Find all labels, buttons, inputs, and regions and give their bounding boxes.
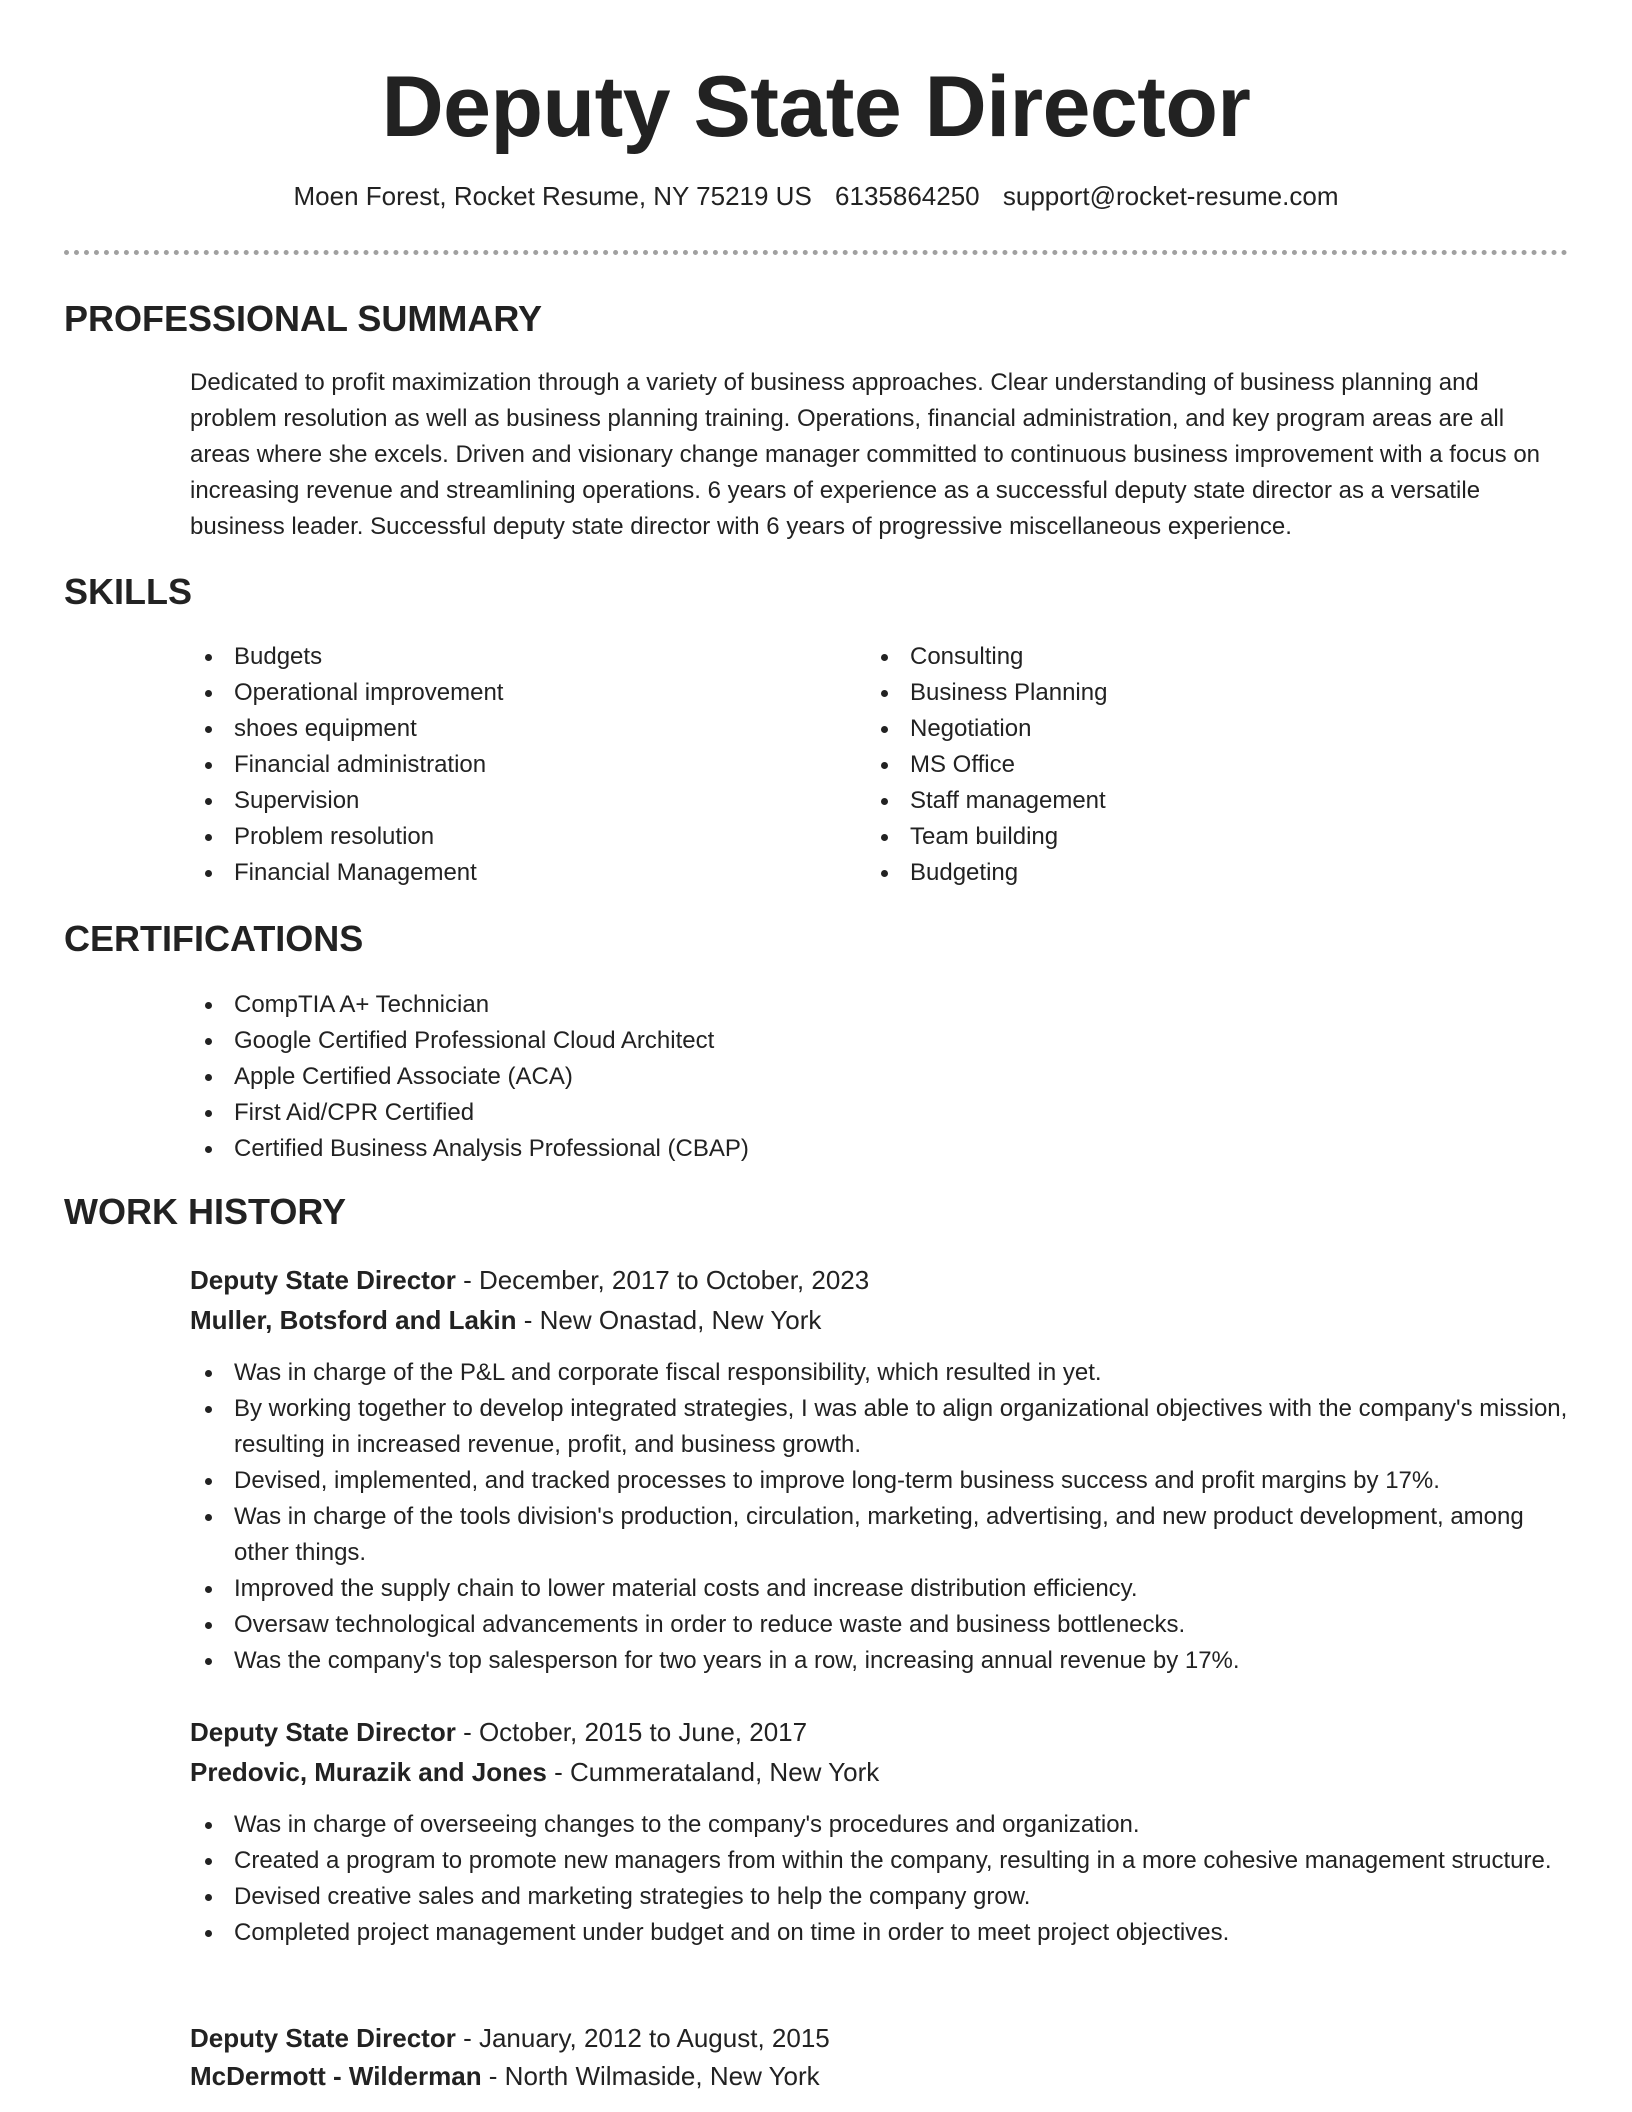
contact-phone: 6135864250 <box>835 181 980 211</box>
skills-heading: SKILLS <box>64 571 193 612</box>
job-bullet: Completed project management under budget and on time in order to meet project objectives. <box>190 1915 1570 1951</box>
job-role: Deputy State Director <box>190 1717 456 1747</box>
job-bullets <box>190 1355 1570 1679</box>
job-company: Predovic, Murazik and Jones <box>190 1757 547 1787</box>
job-bullet: Devised, implemented, and tracked processes to improve long-term business success and profit margins by 17%. <box>190 1463 1570 1499</box>
job-company: McDermott - Wilderman <box>190 2061 482 2091</box>
job-location: - North Wilmaside, New York <box>481 2061 820 2091</box>
job-bullet: Oversaw technological advancements in order to reduce waste and business bottlenecks. <box>190 1607 1570 1643</box>
job-bullet: Was in charge of overseeing changes to the company's procedures and organization. <box>190 1807 1570 1843</box>
job-location: - Cummerataland, New York <box>546 1757 880 1787</box>
job-company-line <box>190 1302 821 1338</box>
job-title-line <box>190 1714 807 1750</box>
job-bullet: Improved the supply chain to lower material costs and increase distribution efficiency. <box>190 1571 1570 1607</box>
header-divider <box>64 250 1568 255</box>
certifications-heading: CERTIFICATIONS <box>64 918 364 959</box>
skills-list-left <box>190 639 830 891</box>
work-history-heading: WORK HISTORY <box>64 1191 347 1232</box>
skill-item: Team building <box>866 819 1506 855</box>
certification-item: Certified Business Analysis Professional (CBAP) <box>190 1131 1390 1167</box>
candidate-name: Deputy State Director <box>381 59 1251 155</box>
skill-item: Financial administration <box>190 747 830 783</box>
job-company: Muller, Botsford and Lakin <box>190 1305 517 1335</box>
job-bullet: Devised creative sales and marketing strategies to help the company grow. <box>190 1879 1570 1915</box>
skill-item: Financial Management <box>190 855 830 891</box>
job-title-line <box>190 2020 830 2056</box>
skill-item: Negotiation <box>866 711 1506 747</box>
skill-item: Supervision <box>190 783 830 819</box>
certification-item: Apple Certified Associate (ACA) <box>190 1059 1390 1095</box>
certification-item: Google Certified Professional Cloud Architect <box>190 1023 1390 1059</box>
job-bullet: Created a program to promote new managers from within the company, resulting in a more cohesive management structure. <box>190 1843 1570 1879</box>
job-role: Deputy State Director <box>190 1265 456 1295</box>
job-bullets <box>190 1807 1570 1951</box>
skill-item: Consulting <box>866 639 1506 675</box>
job-title-line <box>190 1262 869 1298</box>
job-bullet: Was in charge of the P&L and corporate fiscal responsibility, which resulted in yet. <box>190 1355 1570 1391</box>
job-dates: - October, 2015 to June, 2017 <box>455 1717 808 1747</box>
job-bullet: Was in charge of the tools division's production, circulation, marketing, advertising, and new product development, among other things. <box>190 1499 1570 1571</box>
skill-item: Business Planning <box>866 675 1506 711</box>
contact-email: support@rocket-resume.com <box>1002 181 1339 211</box>
skill-item: Problem resolution <box>190 819 830 855</box>
skill-item: Operational improvement <box>190 675 830 711</box>
job-company-line <box>190 1754 879 1790</box>
certifications-list <box>190 987 1390 1167</box>
skill-item: shoes equipment <box>190 711 830 747</box>
summary-text: Dedicated to profit maximization through a variety of business approaches. Clear understanding of business planning and problem resolution as well as business planning training. Operations, financial administration, and key program areas are all areas where she excels. Driven and visionary change manager committed to continuous business improvement with a focus on increasing revenue and streamlining operations. 6 years of experience as a successful deputy state director as a versatile business leader. Successful deputy state director with 6 years of progressive miscellaneous experience. <box>190 369 1541 540</box>
certification-item: First Aid/CPR Certified <box>190 1095 1390 1131</box>
job-dates: - January, 2012 to August, 2015 <box>455 2023 830 2053</box>
job-dates: - December, 2017 to October, 2023 <box>455 1265 870 1295</box>
skill-item: Staff management <box>866 783 1506 819</box>
job-location: - New Onastad, New York <box>516 1305 822 1335</box>
skill-item: MS Office <box>866 747 1506 783</box>
job-bullet: By working together to develop integrated strategies, I was able to align organizational objectives with the company's mission, resulting in increased revenue, profit, and business growth. <box>190 1391 1570 1463</box>
certification-item: CompTIA A+ Technician <box>190 987 1390 1023</box>
skill-item: Budgets <box>190 639 830 675</box>
summary-heading: PROFESSIONAL SUMMARY <box>64 298 543 339</box>
skills-list-right <box>866 639 1506 891</box>
skill-item: Budgeting <box>866 855 1506 891</box>
job-bullet: Was the company's top salesperson for two years in a row, increasing annual revenue by 17%. <box>190 1643 1570 1679</box>
contact-line <box>0 178 1632 214</box>
contact-address: Moen Forest, Rocket Resume, NY 75219 US <box>293 181 812 211</box>
job-role: Deputy State Director <box>190 2023 456 2053</box>
job-company-line <box>190 2058 820 2094</box>
